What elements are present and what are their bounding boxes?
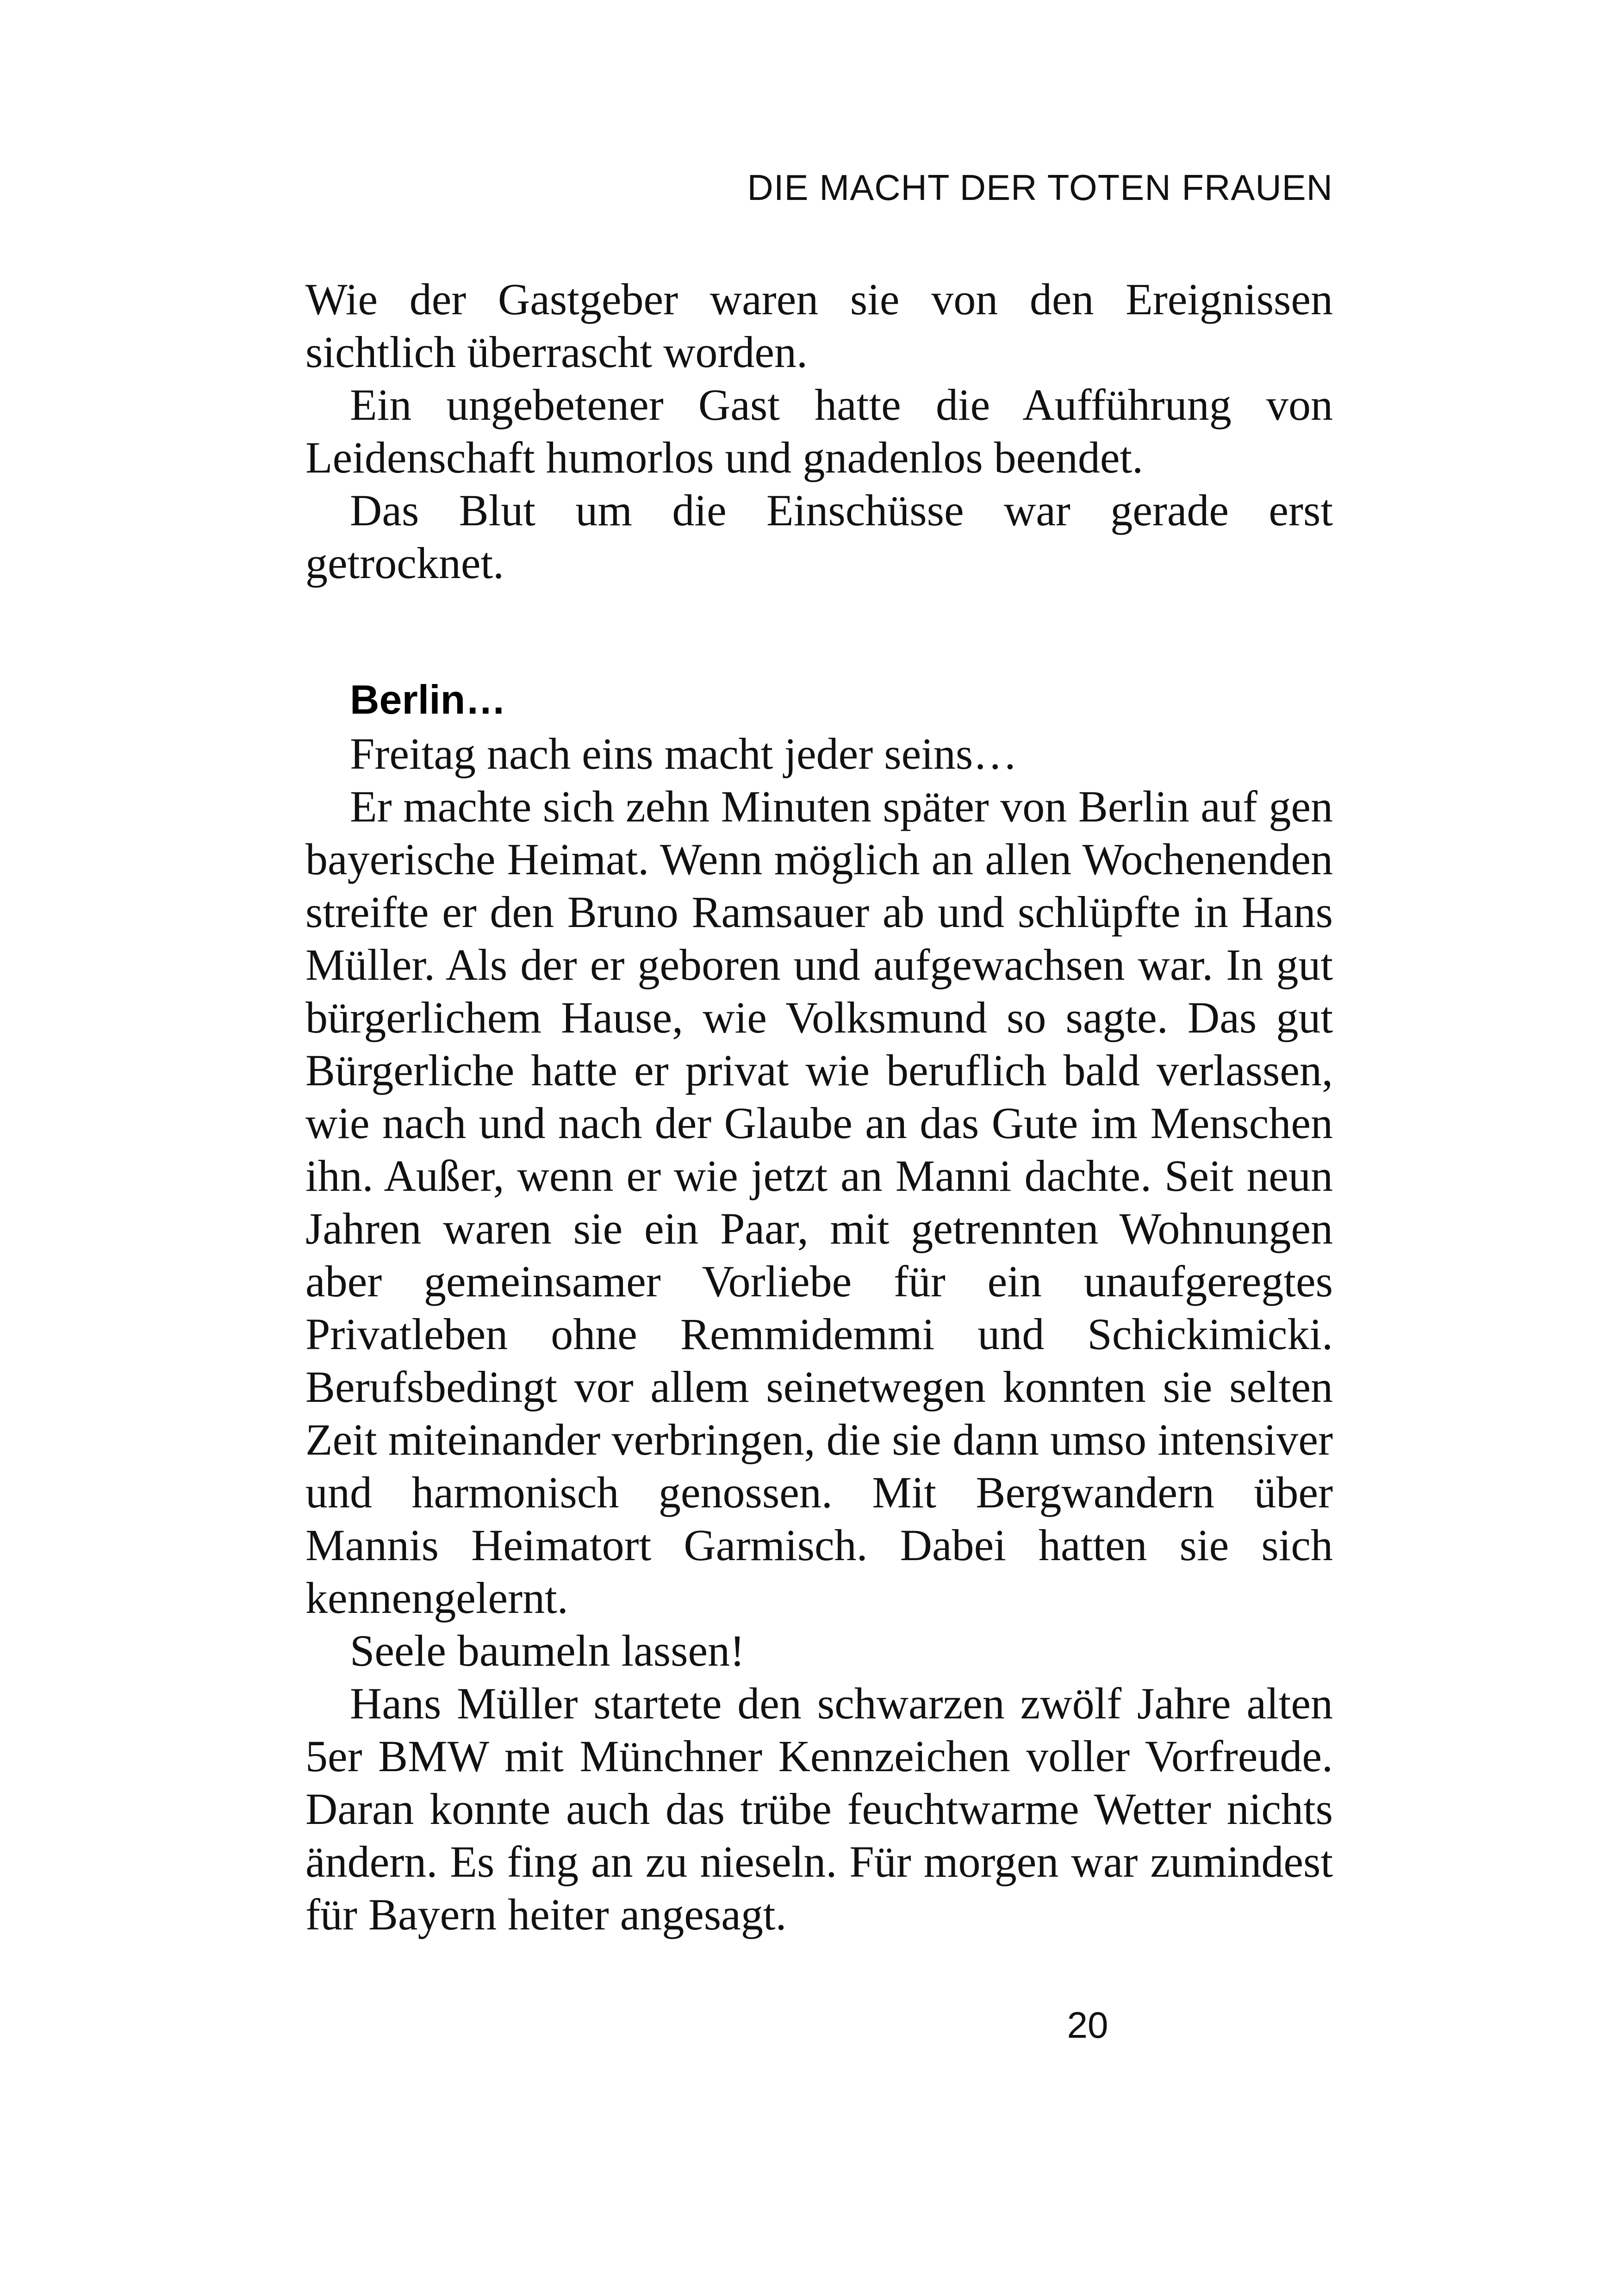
paragraph: Wie der Gastgeber waren sie von den Ereignissen sichtlich überrascht worden. xyxy=(305,274,1333,377)
section-heading: Berlin… xyxy=(350,677,506,722)
paragraph: Freitag nach eins macht jeder seins… xyxy=(350,729,1018,778)
section-berlin xyxy=(305,676,1333,1941)
running-header: DIE MACHT DER TOTEN FRAUEN xyxy=(747,167,1333,208)
paragraph: Er machte sich zehn Minuten später von Berlin auf gen bayerische Heimat. Wenn möglich an allen Wochenenden streifte er den Bruno Ramsauer ab und schlüpfte in Hans Müller. Als der er geboren und aufgewachsen war. In gut bürgerlichem Hause, wie Volksmund so sagte. Das gut Bürgerliche hatte er privat wie beruflich bald verlassen, wie nach und nach der Glaube an das Gute im Menschen ihn. Außer, wenn er wie jetzt an Manni dachte. Seit neun Jahren waren sie ein Paar, mit getrennten Wohnungen aber gemeinsamer Vorliebe für ein unaufgeregtes Privatleben ohne Remmidemmi und Schickimicki. Berufsbedingt vor allem seinetwegen konnten sie selten Zeit miteinander verbringen, die sie dann umso intensiver und harmonisch genossen. Mit Bergwandern über Mannis Heimatort Garmisch. Dabei hatten sie sich kennengelernt. xyxy=(305,782,1333,1623)
paragraph: Seele baumeln lassen! xyxy=(350,1626,745,1675)
page-number: 20 xyxy=(1067,2004,1108,2046)
paragraph: Das Blut um die Einschüsse war gerade erst getrocknet. xyxy=(305,485,1333,588)
body-text-top xyxy=(305,273,1333,590)
paragraph: Hans Müller startete den schwarzen zwölf Jahre alten 5er BMW mit Münchner Kennzeichen voller Vorfreude. Daran konnte auch das trübe feuchtwarme Wetter nichts ändern. Es fing an zu nieseln. Für morgen war zumindest für Bayern heiter angesagt. xyxy=(305,1679,1333,1939)
paragraph: Ein ungebetener Gast hatte die Aufführung von Leidenschaft humorlos und gnadenlos beendet. xyxy=(305,380,1333,482)
